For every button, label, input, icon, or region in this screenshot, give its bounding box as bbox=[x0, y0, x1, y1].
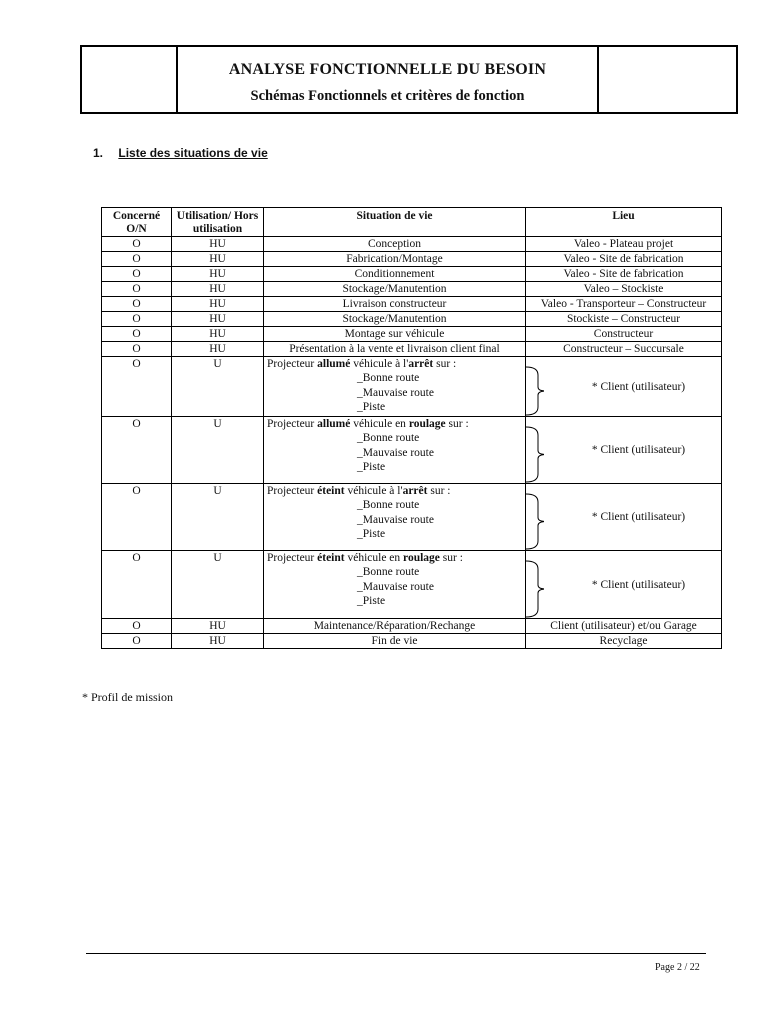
road-type-item: _Piste bbox=[357, 401, 386, 413]
concerne-cell: O bbox=[102, 327, 172, 342]
concerne-cell: O bbox=[102, 342, 172, 357]
situation-prefix: Projecteur bbox=[267, 485, 318, 497]
life-situations-table bbox=[101, 207, 722, 649]
concerne-cell: O bbox=[102, 282, 172, 297]
utilisation-cell: U bbox=[172, 484, 264, 551]
road-type-item: _Bonne route bbox=[357, 499, 420, 511]
lieu-cell: Valeo - Plateau projet bbox=[526, 237, 722, 252]
table-row bbox=[102, 342, 722, 357]
situation-cell: Montage sur véhicule bbox=[264, 327, 526, 342]
brace-icon bbox=[524, 559, 544, 619]
situation-mid: véhicule à l' bbox=[344, 485, 403, 497]
utilisation-cell: HU bbox=[172, 282, 264, 297]
situation-suffix: sur : bbox=[445, 418, 469, 430]
utilisation-cell: HU bbox=[172, 634, 264, 649]
situation-cell bbox=[264, 417, 526, 484]
situation-heading bbox=[267, 357, 522, 371]
situation-state: allumé bbox=[317, 358, 351, 370]
lieu-cell: Valeo - Site de fabrication bbox=[526, 267, 722, 282]
situation-heading bbox=[267, 551, 522, 565]
concerne-cell: O bbox=[102, 252, 172, 267]
lieu-cell: Recyclage bbox=[526, 634, 722, 649]
situation-mid: véhicule en bbox=[344, 552, 404, 564]
situation-cell bbox=[264, 551, 526, 619]
situation-state: éteint bbox=[317, 485, 345, 497]
road-type-item: _Mauvaise route bbox=[357, 386, 434, 399]
lieu-cell bbox=[526, 357, 722, 417]
situation-heading bbox=[267, 417, 522, 431]
table-row bbox=[102, 551, 722, 619]
footnote: * Profil de mission bbox=[82, 690, 174, 704]
utilisation-cell: HU bbox=[172, 342, 264, 357]
header-concerne: Concerné O/N bbox=[102, 208, 172, 237]
utilisation-cell: HU bbox=[172, 252, 264, 267]
situation-prefix: Projecteur bbox=[267, 358, 318, 370]
concerne-cell: O bbox=[102, 237, 172, 252]
concerne-cell: O bbox=[102, 619, 172, 634]
table-header-row bbox=[102, 208, 722, 237]
situation-cell: Maintenance/Réparation/Rechange bbox=[264, 619, 526, 634]
table-row bbox=[102, 619, 722, 634]
header-left-cell bbox=[82, 47, 178, 112]
road-type-item: _Bonne route bbox=[357, 566, 420, 578]
situation-mode: arrêt bbox=[408, 358, 434, 370]
lieu-cell bbox=[526, 484, 722, 551]
footer-rule bbox=[86, 953, 706, 954]
lieu-text: * Client (utilisateur) bbox=[591, 444, 686, 456]
lieu-text: * Client (utilisateur) bbox=[591, 380, 686, 393]
situation-prefix: Projecteur bbox=[267, 552, 318, 564]
situation-cell: Présentation à la vente et livraison client final bbox=[264, 342, 526, 357]
situation-suffix: sur : bbox=[439, 552, 463, 564]
header-center-cell bbox=[178, 47, 599, 112]
situation-cell: Fin de vie bbox=[264, 634, 526, 649]
concerne-cell: O bbox=[102, 267, 172, 282]
brace-icon bbox=[524, 365, 544, 417]
concerne-cell: O bbox=[102, 312, 172, 327]
section-heading bbox=[93, 146, 268, 160]
table-body bbox=[102, 237, 722, 649]
concerne-cell: O bbox=[102, 551, 172, 619]
situation-mid: véhicule à l' bbox=[350, 358, 409, 370]
utilisation-cell: HU bbox=[172, 297, 264, 312]
situation-cell: Stockage/Manutention bbox=[264, 312, 526, 327]
road-type-item: _Piste bbox=[357, 528, 386, 540]
road-type-item: _Mauvaise route bbox=[357, 580, 434, 593]
concerne-cell: O bbox=[102, 634, 172, 649]
header-lieu: Lieu bbox=[526, 208, 722, 237]
situation-state: allumé bbox=[317, 418, 351, 430]
header-situation: Situation de vie bbox=[264, 208, 526, 237]
lieu-cell: Constructeur – Succursale bbox=[526, 342, 722, 357]
concerne-cell: O bbox=[102, 297, 172, 312]
road-type-item: _Mauvaise route bbox=[357, 446, 434, 459]
situation-cell: Conditionnement bbox=[264, 267, 526, 282]
road-type-list bbox=[267, 371, 522, 415]
situation-state: éteint bbox=[317, 552, 345, 564]
concerne-cell: O bbox=[102, 357, 172, 417]
situation-heading bbox=[267, 484, 522, 498]
lieu-cell bbox=[526, 551, 722, 619]
road-type-item: _Mauvaise route bbox=[357, 513, 434, 526]
table-row bbox=[102, 357, 722, 417]
utilisation-cell: HU bbox=[172, 327, 264, 342]
section-number: 1. bbox=[93, 146, 104, 160]
situation-suffix: sur : bbox=[427, 485, 451, 497]
road-type-list bbox=[267, 431, 522, 475]
section-title: Liste des situations de vie bbox=[118, 146, 268, 160]
situation-prefix: Projecteur bbox=[267, 418, 318, 430]
table-row bbox=[102, 417, 722, 484]
lieu-cell: Stockiste – Constructeur bbox=[526, 312, 722, 327]
utilisation-cell: HU bbox=[172, 237, 264, 252]
header-right-cell bbox=[599, 47, 736, 112]
situation-cell: Conception bbox=[264, 237, 526, 252]
road-type-item: _Piste bbox=[357, 595, 386, 607]
lieu-text: * Client (utilisateur) bbox=[591, 578, 686, 591]
road-type-list bbox=[267, 565, 522, 609]
lieu-text: * Client (utilisateur) bbox=[591, 511, 686, 523]
road-type-item: _Piste bbox=[357, 461, 386, 473]
road-type-list bbox=[267, 498, 522, 542]
situation-mid: véhicule en bbox=[350, 418, 409, 430]
utilisation-cell: HU bbox=[172, 619, 264, 634]
situation-cell bbox=[264, 357, 526, 417]
document-title: ANALYSE FONCTIONNELLE DU BESOIN bbox=[228, 61, 547, 78]
table-row bbox=[102, 297, 722, 312]
table-row bbox=[102, 267, 722, 282]
situation-cell: Stockage/Manutention bbox=[264, 282, 526, 297]
situation-cell: Fabrication/Montage bbox=[264, 252, 526, 267]
situation-mode: arrêt bbox=[402, 485, 428, 497]
lieu-cell: Valeo - Site de fabrication bbox=[526, 252, 722, 267]
utilisation-cell: U bbox=[172, 551, 264, 619]
document-header bbox=[80, 45, 738, 114]
utilisation-cell: U bbox=[172, 417, 264, 484]
situation-cell bbox=[264, 484, 526, 551]
table-row bbox=[102, 237, 722, 252]
utilisation-cell: HU bbox=[172, 267, 264, 282]
situation-mode: roulage bbox=[403, 552, 440, 564]
lieu-cell: Constructeur bbox=[526, 327, 722, 342]
table-row bbox=[102, 282, 722, 297]
road-type-item: _Bonne route bbox=[357, 372, 420, 384]
brace-icon bbox=[524, 425, 544, 484]
utilisation-cell: HU bbox=[172, 312, 264, 327]
concerne-cell: O bbox=[102, 417, 172, 484]
table-row bbox=[102, 484, 722, 551]
document-subtitle: Schémas Fonctionnels et critères de fonction bbox=[250, 88, 525, 104]
header-utilisation: Utilisation/ Hors utilisation bbox=[172, 208, 264, 237]
concerne-cell: O bbox=[102, 484, 172, 551]
table-row bbox=[102, 312, 722, 327]
table-row bbox=[102, 634, 722, 649]
utilisation-cell: U bbox=[172, 357, 264, 417]
table-row bbox=[102, 252, 722, 267]
lieu-cell: Client (utilisateur) et/ou Garage bbox=[526, 619, 722, 634]
lieu-cell: Valeo – Stockiste bbox=[526, 282, 722, 297]
situation-suffix: sur : bbox=[433, 358, 457, 370]
table-row bbox=[102, 327, 722, 342]
road-type-item: _Bonne route bbox=[357, 432, 420, 444]
situation-cell: Livraison constructeur bbox=[264, 297, 526, 312]
brace-icon bbox=[524, 492, 544, 551]
situation-mode: roulage bbox=[408, 418, 446, 430]
lieu-cell: Valeo - Transporteur – Constructeur bbox=[526, 297, 722, 312]
lieu-cell bbox=[526, 417, 722, 484]
page-number: Page 2 / 22 bbox=[655, 962, 700, 973]
